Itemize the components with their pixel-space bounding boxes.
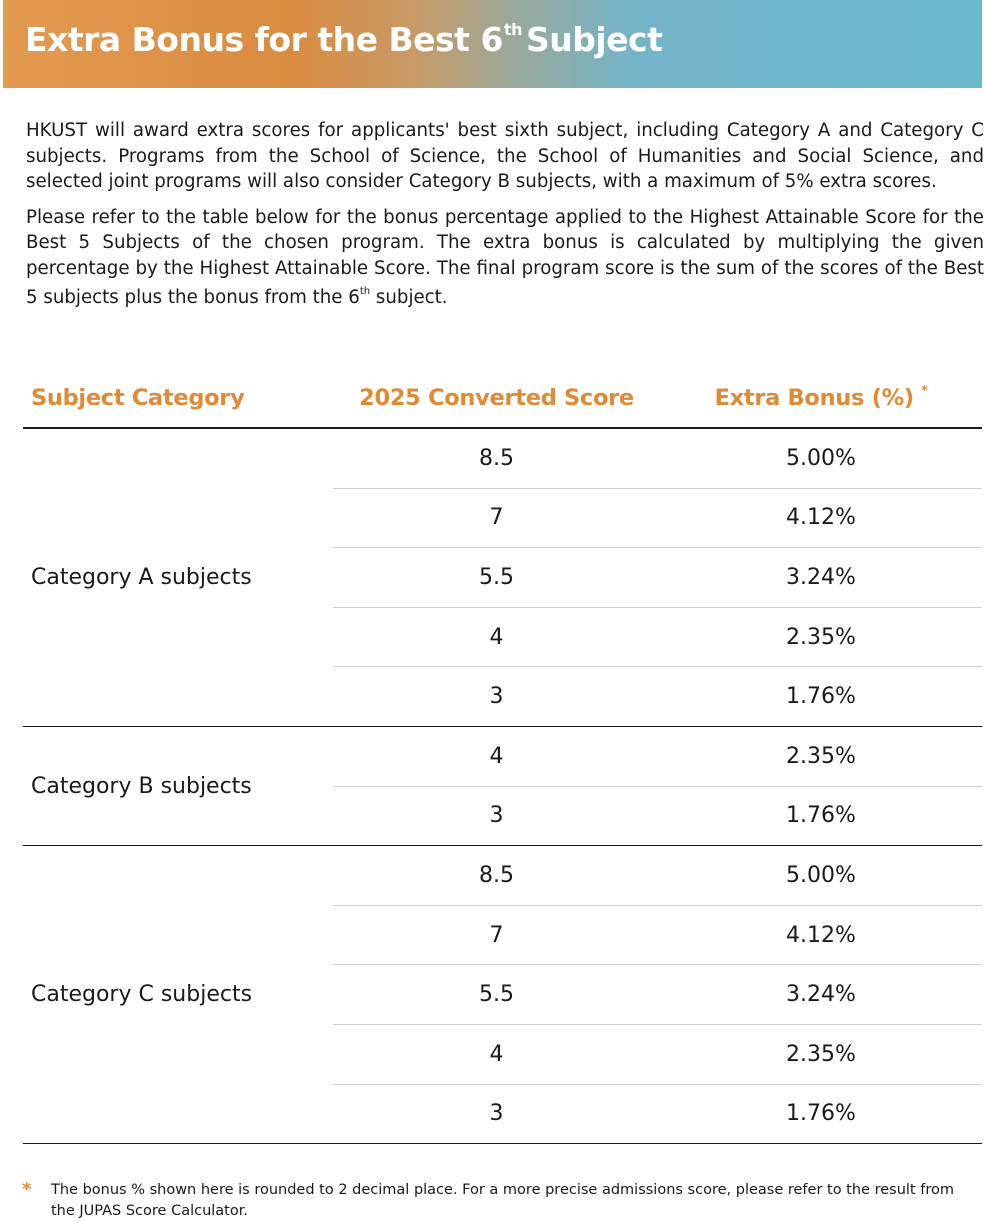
table-row — [23, 428, 982, 488]
bonus-cell: 3.24% — [660, 548, 982, 608]
table-header-row — [23, 369, 982, 428]
bonus-table — [23, 369, 982, 1144]
score-cell: 7 — [333, 488, 660, 548]
bonus-cell: 5.00% — [660, 428, 982, 488]
score-cell: 7 — [333, 905, 660, 965]
page-title — [25, 20, 662, 59]
header-extra-bonus — [660, 369, 982, 428]
title-main: Extra Bonus for the Best 6 — [25, 20, 503, 59]
category-cell: Category A subjects — [23, 428, 333, 726]
score-cell: 3 — [333, 1084, 660, 1144]
score-cell: 8.5 — [333, 428, 660, 488]
score-cell: 4 — [333, 1024, 660, 1084]
footnote — [22, 1180, 980, 1222]
title-banner — [3, 0, 982, 88]
category-cell: Category B subjects — [23, 726, 333, 845]
category-cell: Category C subjects — [23, 846, 333, 1144]
score-cell: 4 — [333, 726, 660, 786]
bonus-cell: 4.12% — [660, 905, 982, 965]
bonus-cell: 4.12% — [660, 488, 982, 548]
bonus-cell: 3.24% — [660, 965, 982, 1025]
score-cell: 3 — [333, 786, 660, 846]
intro-paragraph-2-main: Please refer to the table below for the bonus percentage applied to the Highest Attainable Score for the Best 5 Subjects of the chosen program. The extra bonus is calculated by multiplying the given percentage by the Highest Attainable Score. The final program score is the sum of the scores of the Best 5 subjects plus the bonus from the 6 — [26, 206, 984, 309]
intro-paragraph-1: HKUST will award extra scores for applicants' best sixth subject, including Category A and Category C subjects. Programs from the School of Science, the School of Humanities and Social Science, and selected joint programs will also consider Category B subjects, with a maximum of 5% extra scores. — [26, 120, 984, 192]
title-end: Subject — [525, 20, 663, 59]
intro-paragraph-2-end: subject. — [370, 287, 448, 309]
bonus-cell: 2.35% — [660, 607, 982, 667]
score-cell: 4 — [333, 607, 660, 667]
intro-paragraph-2-sup: th — [359, 286, 371, 297]
header-subject-category: Subject Category — [23, 369, 333, 428]
bonus-cell: 2.35% — [660, 1024, 982, 1084]
intro-text — [26, 118, 984, 321]
table-row — [23, 846, 982, 906]
header-asterisk: * — [921, 382, 928, 397]
bonus-cell: 2.35% — [660, 726, 982, 786]
bonus-cell: 1.76% — [660, 1084, 982, 1144]
score-cell: 5.5 — [333, 965, 660, 1025]
asterisk-icon: * — [22, 1179, 32, 1200]
table-body — [23, 428, 982, 1144]
footnote-text: The bonus % shown here is rounded to 2 decimal place. For a more precise admissions score, please refer to the result from the JUPAS Score Calculator. — [51, 1182, 954, 1219]
score-cell: 5.5 — [333, 548, 660, 608]
header-extra-bonus-label: Extra Bonus (%) — [714, 385, 914, 411]
header-converted-score: 2025 Converted Score — [333, 369, 660, 428]
title-superscript: th — [503, 20, 522, 39]
intro-paragraph-2 — [26, 205, 984, 311]
table-row — [23, 726, 982, 786]
bonus-cell: 5.00% — [660, 846, 982, 906]
score-cell: 3 — [333, 667, 660, 727]
bonus-cell: 1.76% — [660, 667, 982, 727]
score-cell: 8.5 — [333, 846, 660, 906]
bonus-cell: 1.76% — [660, 786, 982, 846]
